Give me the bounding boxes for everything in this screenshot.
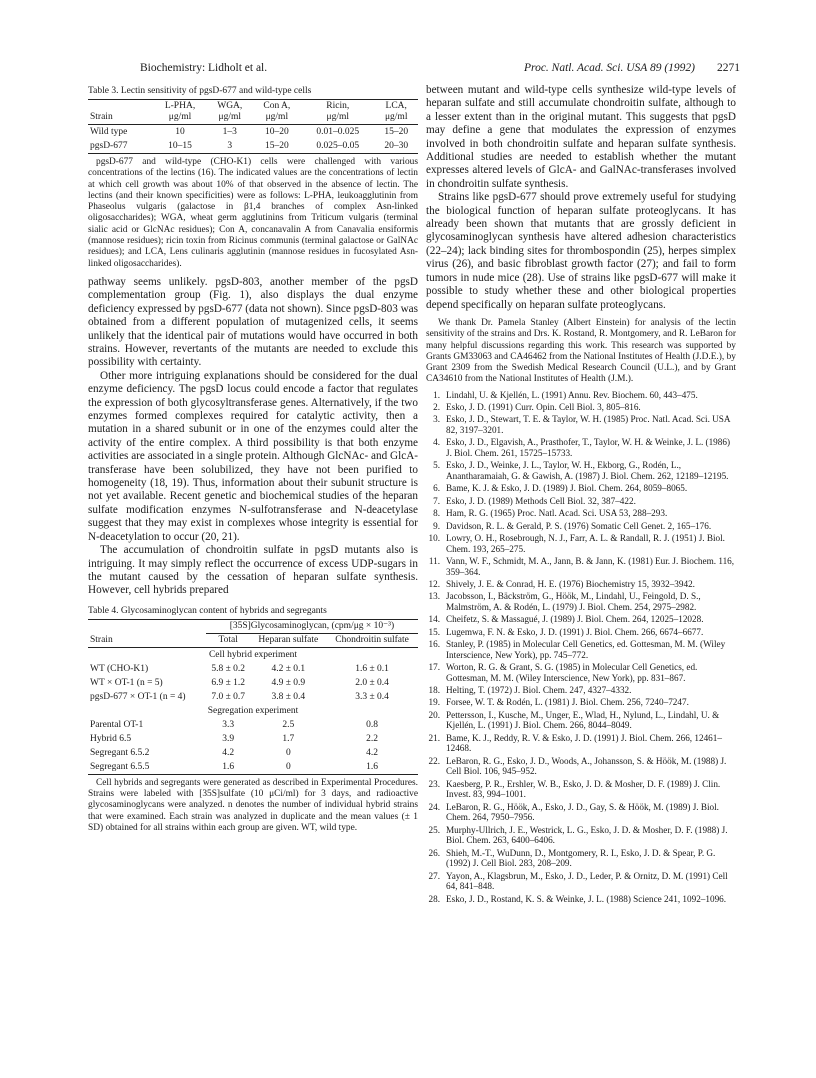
table3 bbox=[88, 99, 418, 154]
reference-item bbox=[426, 825, 736, 846]
table4-cell: 2.5 bbox=[282, 719, 295, 730]
reference-item bbox=[426, 894, 736, 905]
reference-text: Bame, K. J. & Esko, J. D. (1989) J. Biol. Chem. 264, 8059–8065. bbox=[446, 483, 688, 494]
reference-number: 7. bbox=[433, 495, 440, 506]
body-paragraph: Other more intriguing explanations should be considered for the dual enzyme deficiency. The pgsD locus could encode a factor that regulates the expression of both glycosyltransferase genes. Alternatively, if the two enzymes formed complexes required for catalytic activity, then a mutation in a shared subunit or in one of the enzymes could alter the activity of the entire complex. A third possibility is that both enzyme activities are associated in a single protein. Although GlcNAc- and GlcA-transferase have been solubilized, they have not been purified to homogeneity (18, 19). Thus, information about their subunit structure is not yet available. Recent genetic and biochemical studies of the heparan sulfate modification enzymes N-sulfotransferase and N-deacetylase suggest that they may exist in complexes whose integrity is essential for N-deacetylation to occur (20, 21). bbox=[88, 369, 418, 543]
reference-text: Helting, T. (1972) J. Biol. Chem. 247, 4327–4332. bbox=[446, 685, 632, 696]
table4-cell: 1.6 bbox=[222, 761, 235, 772]
reference-number: 26. bbox=[428, 847, 440, 858]
running-header bbox=[140, 62, 740, 80]
table3-header-row bbox=[88, 100, 418, 125]
table3-col-header: LCA, μg/ml bbox=[374, 100, 418, 125]
table4-footnote: Cell hybrids and segregants were generated as described in Experimental Procedures. Strains were labeled with [35S]sulfate (10 μCi/ml) for 3 days, and radioactive glycosaminoglycans were analyzed. n denotes the number of individual hybrid strains that were examined. Each strain was analyzed in duplicate and the mean values (± 1 SD) obtained for all strains within each group are given. WT, wild type. bbox=[88, 777, 418, 833]
table3-cell: 10–15 bbox=[168, 141, 192, 151]
table3-cell: 3 bbox=[227, 141, 233, 151]
reference-item bbox=[426, 639, 736, 660]
table3-col-header: WGA, μg/ml bbox=[207, 100, 253, 125]
table4-section-row bbox=[88, 704, 418, 718]
reference-text: Esko, J. D. (1991) Curr. Opin. Cell Biol. 3, 805–816. bbox=[446, 402, 641, 413]
right-body-text bbox=[426, 84, 736, 312]
reference-text: Davidson, R. L. & Gerald, P. S. (1976) Somatic Cell Genet. 2, 165–176. bbox=[446, 520, 712, 531]
table4-section-label: Segregation experiment bbox=[207, 705, 299, 716]
table4-caption: Table 4. Glycosaminoglycan content of hybrids and segregants bbox=[88, 605, 327, 616]
table3-cell: Wild type bbox=[90, 127, 128, 137]
reference-item bbox=[426, 662, 736, 683]
table3-col-header: Con A, μg/ml bbox=[253, 100, 302, 125]
table3-cell: 0.01–0.025 bbox=[316, 127, 360, 137]
reference-number: 25. bbox=[428, 824, 440, 835]
table3-body bbox=[88, 125, 418, 154]
reference-number: 27. bbox=[428, 870, 440, 881]
table3-col-header: Strain bbox=[88, 100, 153, 125]
reference-number: 11. bbox=[428, 555, 440, 566]
table4-cell: 4.2 bbox=[366, 747, 378, 758]
table4-cell: 3.3 bbox=[222, 719, 235, 730]
reference-list bbox=[426, 390, 736, 905]
reference-text: Esko, J. D., Stewart, T. E. & Taylor, W. H. (1985) Proc. Natl. Acad. Sci. USA 82, 3197–3201. bbox=[446, 414, 731, 436]
table4-cell: 5.8 ± 0.2 bbox=[211, 663, 246, 674]
reference-number: 22. bbox=[428, 755, 440, 766]
reference-number: 16. bbox=[428, 639, 440, 650]
reference-item bbox=[426, 390, 736, 401]
reference-text: Shieh, M.-T., WuDunn, D., Montgomery, R. I., Esko, J. D. & Spear, P. G. (1992) J. Cell Biol. 283, 208–209. bbox=[446, 847, 716, 869]
table4-col-strain: Strain bbox=[88, 619, 206, 647]
reference-item bbox=[426, 402, 736, 413]
table4-cell: 2.2 bbox=[366, 733, 378, 744]
table3-footnote: pgsD-677 and wild-type (CHO-K1) cells were challenged with various concentrations of the lectins (16). The indicated values are the concentrations of lectin at which cell growth was about 10% of that observed in the absence of lectin. The lectins (and their known specificities) were as follows: L-PHA, leukoagglutinin from Phaseolus vulgaris (galactose in β1,4 branches of complex Asn-linked oligosaccharides); WGA, wheat germ agglutinins from Triticum vulgaris (terminal sialic acid or GlcNAc residues); Con A, concanavalin A from Canavalia ensiformis (mannose residues); ricin toxin from Ricinus communis (terminal galactose or GalNAc residues); and LCA, Lens culinaris agglutinin (mannose residues in fucosylated Asn-linked oligosaccharides). bbox=[88, 157, 418, 269]
table4-cell: 3.9 bbox=[222, 733, 235, 744]
table4-row bbox=[88, 662, 418, 676]
reference-number: 14. bbox=[428, 614, 440, 625]
reference-text: Esko, J. D., Rostand, K. S. & Weinke, J. L. (1988) Science 241, 1092–1096. bbox=[446, 893, 727, 904]
table4-col-total: Total bbox=[206, 633, 251, 647]
reference-number: 6. bbox=[433, 483, 440, 494]
reference-number: 5. bbox=[433, 460, 440, 471]
reference-item bbox=[426, 556, 736, 577]
reference-item bbox=[426, 414, 736, 435]
table4-row bbox=[88, 718, 418, 732]
table4-cell: 1.7 bbox=[282, 733, 295, 744]
table3-cell: pgsD-677 bbox=[90, 141, 128, 151]
table3-cell: 0.025–0.05 bbox=[316, 141, 360, 151]
reference-number: 20. bbox=[428, 709, 440, 720]
reference-item bbox=[426, 627, 736, 638]
table4-section-row bbox=[88, 647, 418, 662]
reference-number: 9. bbox=[433, 520, 440, 531]
reference-text: Pettersson, I., Kusche, M., Unger, E., Wlad, H., Nylund, L., Lindahl, U. & Kjellén, L. (1991) J. Biol. Chem. 266, 8044–8049. bbox=[446, 709, 720, 731]
table4-cell: Segregant 6.5.5 bbox=[90, 761, 150, 772]
reference-item bbox=[426, 521, 736, 532]
reference-item bbox=[426, 779, 736, 800]
reference-number: 23. bbox=[428, 778, 440, 789]
reference-item bbox=[426, 710, 736, 731]
right-column bbox=[426, 84, 736, 906]
table3-col-header: L-PHA, μg/ml bbox=[153, 100, 207, 125]
table3-cell: 20–30 bbox=[384, 141, 409, 151]
reference-number: 13. bbox=[428, 591, 440, 602]
reference-number: 17. bbox=[428, 662, 440, 673]
table4-row bbox=[88, 690, 418, 704]
reference-number: 12. bbox=[428, 578, 440, 589]
reference-number: 1. bbox=[433, 389, 440, 400]
header-journal-block bbox=[524, 62, 740, 74]
table4-cell: WT (CHO-K1) bbox=[90, 663, 149, 674]
table4-col-chondroitin: Chondroitin sulfate bbox=[326, 633, 418, 647]
table3-caption: Table 3. Lectin sensitivity of pgsD-677 and wild-type cells bbox=[88, 86, 312, 96]
body-paragraph: pathway seems unlikely. pgsD-803, another member of the pgsD complementation group (Fig. 1), also displays the dual enzyme deficiency expressed by pgsD-677 (data not shown). Since pgsD-803 was obtained from a different population of mutagenized cells, it seems unlikely that the identical pair of mutations would have occurred in both strains. However, revertants of the mutants are needed to exclude this possibility with certainty. bbox=[88, 275, 418, 369]
reference-text: Esko, J. D., Elgavish, A., Prasthofer, T., Taylor, W. H. & Weinke, J. L. (1986) J. Biol. Chem. 261, 15725–15733. bbox=[446, 437, 731, 459]
header-journal: Proc. Natl. Acad. Sci. USA 89 (1992) bbox=[524, 62, 695, 74]
table4-cell: 7.0 ± 0.7 bbox=[211, 691, 246, 702]
table3-cell: 1–3 bbox=[222, 127, 237, 137]
table4-cell: Hybrid 6.5 bbox=[90, 733, 132, 744]
reference-number: 15. bbox=[428, 626, 440, 637]
table4-cell: 0.8 bbox=[366, 719, 378, 730]
table4-cell: 2.0 ± 0.4 bbox=[355, 677, 389, 688]
reference-item bbox=[426, 685, 736, 696]
reference-item bbox=[426, 460, 736, 481]
table4-cell: 6.9 ± 1.2 bbox=[211, 677, 246, 688]
table4-cell: Parental OT-1 bbox=[90, 719, 144, 730]
reference-text: LeBaron, R. G., Esko, J. D., Woods, A., Johansson, S. & Höök, M. (1988) J. Cell Biol. 106, 945–952. bbox=[446, 755, 727, 777]
table4-cell: 0 bbox=[285, 761, 291, 772]
table4-cell: 3.8 ± 0.4 bbox=[271, 691, 306, 702]
table4-cell: 1.6 bbox=[366, 761, 378, 772]
reference-text: Lugemwa, F. N. & Esko, J. D. (1991) J. Biol. Chem. 266, 6674–6677. bbox=[446, 626, 704, 637]
header-author: Biochemistry: Lidholt et al. bbox=[140, 62, 268, 74]
reference-number: 19. bbox=[428, 697, 440, 708]
reference-number: 18. bbox=[428, 685, 440, 696]
table4-cell: 0 bbox=[285, 747, 291, 758]
reference-text: Forsee, W. T. & Rodén, L. (1981) J. Biol. Chem. 256, 7240–7247. bbox=[446, 697, 689, 708]
table4-section-label: Cell hybrid experiment bbox=[208, 649, 298, 660]
table3-cell: 15–20 bbox=[384, 127, 409, 137]
reference-text: Shively, J. E. & Conrad, H. E. (1976) Biochemistry 15, 3932–3942. bbox=[446, 578, 695, 589]
table4-span-header: [35S]Glycosaminoglycan, (cpm/μg × 10⁻³) bbox=[206, 619, 418, 633]
reference-number: 3. bbox=[433, 414, 440, 425]
table4-row bbox=[88, 732, 418, 746]
table4-cell: 3.3 ± 0.4 bbox=[355, 691, 389, 702]
table4-cell: 4.2 bbox=[222, 747, 235, 758]
reference-item bbox=[426, 697, 736, 708]
reference-text: Ham, R. G. (1965) Proc. Natl. Acad. Sci. USA 53, 288–293. bbox=[446, 508, 668, 519]
table3-row bbox=[88, 125, 418, 140]
reference-text: LeBaron, R. G., Höök, A., Esko, J. D., Gay, S. & Höök, M. (1989) J. Biol. Chem. 264, 7950–7956. bbox=[446, 801, 719, 823]
reference-text: Worton, R. G. & Grant, S. G. (1985) in Molecular Cell Genetics, ed. Gottesman, M. M. (Wiley Interscience, New York), pp. 831–867. bbox=[446, 662, 698, 683]
table4-cell: 4.9 ± 0.9 bbox=[271, 677, 306, 688]
body-paragraph: The accumulation of chondroitin sulfate in pgsD mutants also is intriguing. It may simply reflect the occurrence of excess UDP-sugars in the mutant caused by the cessation of heparan sulfate synthesis. However, cell hybrids prepared bbox=[88, 544, 418, 597]
reference-text: Yayon, A., Klagsbrun, M., Esko, J. D., Leder, P. & Ornitz, D. M. (1991) Cell 64, 841–848. bbox=[446, 870, 728, 892]
acknowledgment: We thank Dr. Pamela Stanley (Albert Einstein) for analysis of the lectin sensitivity of the strains and Drs. K. Rostand, R. Montgomery, and R. LeBaron for many helpful discussions regarding this work. This research was supported by Grants GM33063 and CA46462 from the National Institutes of Health (J.D.E.), by Grant 2309 from the Swedish Medical Research Council (U.L.), and by Grant CA34610 from the National Institutes of Health (J.M.). bbox=[426, 317, 736, 385]
reference-number: 10. bbox=[428, 532, 440, 543]
reference-number: 24. bbox=[428, 801, 440, 812]
table4 bbox=[88, 619, 418, 775]
reference-item bbox=[426, 508, 736, 519]
left-column bbox=[88, 84, 418, 834]
table4-body bbox=[88, 647, 418, 774]
reference-item bbox=[426, 483, 736, 494]
reference-text: Murphy-Ullrich, J. E., Westrick, L. G., Esko, J. D. & Mosher, D. F. (1988) J. Biol. Chem. 263, 6400–6406. bbox=[446, 824, 728, 846]
reference-number: 28. bbox=[428, 893, 440, 904]
reference-number: 8. bbox=[433, 508, 440, 519]
reference-text: Lowry, O. H., Rosebrough, N. J., Farr, A. L. & Randall, R. J. (1951) J. Biol. Chem. 193, 265–275. bbox=[446, 532, 725, 554]
table3-cell: 10–20 bbox=[264, 127, 289, 137]
table3-cell: 15–20 bbox=[264, 141, 289, 151]
reference-item bbox=[426, 848, 736, 869]
reference-item bbox=[426, 579, 736, 590]
reference-text: Lindahl, U. & Kjellén, L. (1991) Annu. Rev. Biochem. 60, 443–475. bbox=[446, 389, 698, 400]
reference-item bbox=[426, 496, 736, 507]
reference-text: Cheifetz, S. & Massagué, J. (1989) J. Biol. Chem. 264, 12025–12028. bbox=[446, 614, 704, 625]
reference-number: 4. bbox=[433, 437, 440, 448]
reference-item bbox=[426, 437, 736, 458]
table4-cell: pgsD-677 × OT-1 (n = 4) bbox=[90, 691, 186, 702]
reference-text: Esko, J. D. (1989) Methods Cell Biol. 32, 387–422. bbox=[446, 495, 636, 506]
reference-text: Stanley, P. (1985) in Molecular Cell Genetics, ed. Gottesman, M. M. (Wiley Interscience, New York), pp. 745–772. bbox=[446, 639, 726, 660]
page-number: 2271 bbox=[717, 62, 740, 74]
table4-row bbox=[88, 746, 418, 760]
table4-cell: 1.6 ± 0.1 bbox=[355, 663, 389, 674]
reference-item bbox=[426, 614, 736, 625]
reference-text: Vann, W. F., Schmidt, M. A., Jann, B. & Jann, K. (1981) Eur. J. Biochem. 116, 359–364. bbox=[446, 555, 735, 577]
reference-number: 2. bbox=[433, 402, 440, 413]
body-paragraph: Strains like pgsD-677 should prove extremely useful for studying the biological function of heparan sulfate proteoglycans. It has already been shown that mutants that are grossly deficient in glycosaminoglycan synthesis have altered adhesion characteristics (22–24); lack binding sites for thrombospondin (25), herpes simplex virus (26), and basic fibroblast growth factor (27); and fail to form tumors in nude mice (28). Use of strains like pgsD-677 will make it possible to study whether these and other biological properties depend specifically on heparan sulfate proteoglycans. bbox=[426, 191, 736, 311]
table3-col-header: Ricin, μg/ml bbox=[301, 100, 374, 125]
reference-number: 21. bbox=[428, 732, 440, 743]
reference-text: Bame, K. J., Reddy, R. V. & Esko, J. D. (1991) J. Biol. Chem. 266, 12461–12468. bbox=[446, 732, 722, 754]
reference-item bbox=[426, 733, 736, 754]
table4-cell: Segregant 6.5.2 bbox=[90, 747, 150, 758]
table4-row bbox=[88, 676, 418, 690]
body-paragraph: between mutant and wild-type cells synthesize wild-type levels of heparan sulfate and still accumulate chondroitin sulfate, although to a lesser extent than in the original mutant. This suggests that pgsD may define a gene that modulates the expression of enzymes involved in both chondroitin sulfate and heparan sulfate synthesis. Additional studies are needed to establish whether the mutant expresses altered levels of GlcA- and GalNAc-transferases involved in chondroitin sulfate synthesis. bbox=[426, 84, 736, 190]
reference-item bbox=[426, 591, 736, 612]
reference-text: Esko, J. D., Weinke, J. L., Taylor, W. H., Ekborg, G., Rodén, L., Anantharamaiah, G. & Gawish, A. (1987) J. Biol. Chem. 262, 12189–12195. bbox=[446, 460, 729, 482]
table4-col-heparan: Heparan sulfate bbox=[251, 633, 327, 647]
reference-item bbox=[426, 802, 736, 823]
table3-cell: 10 bbox=[175, 127, 185, 137]
table4-cell: WT × OT-1 (n = 5) bbox=[90, 677, 163, 688]
reference-item bbox=[426, 871, 736, 892]
table3-row bbox=[88, 139, 418, 154]
reference-item bbox=[426, 533, 736, 554]
reference-item bbox=[426, 756, 736, 777]
table4-row bbox=[88, 760, 418, 775]
left-body-text bbox=[88, 276, 418, 598]
reference-text: Kaesberg, P. R., Ershler, W. B., Esko, J. D. & Mosher, D. F. (1989) J. Clin. Invest. 83, 994–1001. bbox=[446, 778, 721, 800]
table4-cell: 4.2 ± 0.1 bbox=[271, 663, 306, 674]
reference-text: Jacobsson, I., Bäckström, G., Höök, M., Lindahl, U., Feingold, D. S., Malmström, A. & Rodén, L. (1979) J. Biol. Chem. 254, 2975–2982. bbox=[446, 591, 701, 612]
